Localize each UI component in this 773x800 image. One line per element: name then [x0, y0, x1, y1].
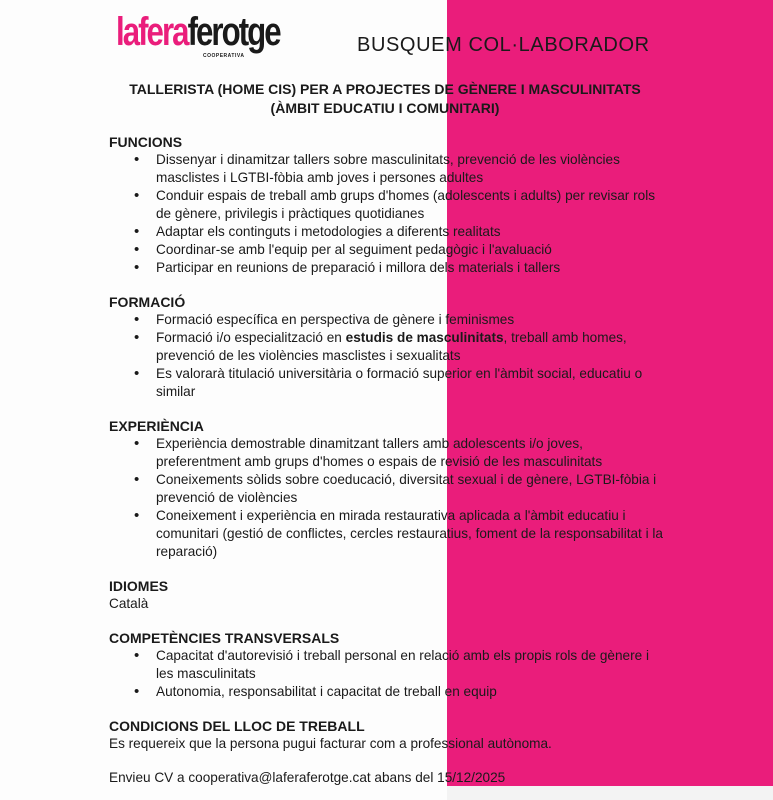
- list-item: • Capacitat d'autorevisió i treball personal en relació amb els propis rols de gènere i les masculinitats: [156, 647, 669, 683]
- brand-logo: [116, 10, 280, 58]
- logo-part-1: lafera: [116, 10, 188, 54]
- competencies-list: [109, 647, 669, 701]
- list-item-text: , treball amb homes, prevenció de les violències masclistes i sexualitats: [156, 330, 627, 363]
- section-idiomes: [109, 577, 669, 613]
- list-item: • Adaptar els continguts i metodologies a diferents realitats: [156, 223, 669, 241]
- list-item: [156, 329, 669, 365]
- list-item-text: Formació i/o especialització en: [156, 330, 346, 345]
- section-heading: CONDICIONS DEL LLOC DE TREBALL: [109, 718, 365, 734]
- section-formacio: [109, 293, 669, 401]
- section-heading: FUNCIONS: [109, 134, 183, 150]
- list-item: • Autonomia, responsabilitat i capacitat de treball en equip: [156, 683, 669, 701]
- experiencia-list: [109, 435, 669, 561]
- section-condicions: [109, 717, 669, 753]
- language-value: Català: [109, 596, 149, 611]
- list-item: • Participar en reunions de preparació i millora dels materials i tallers: [156, 259, 669, 277]
- section-experiencia: [109, 417, 669, 561]
- list-item: • Coneixement i experiència en mirada restaurativa aplicada a l'àmbit educatiu i comunitari (gestió de conflictes, cercles restauratius, foment de la responsabilitat i la reparació): [156, 507, 669, 561]
- headline: BUSQUEM COL·LABORADOR: [357, 34, 650, 56]
- list-item: • Conduir espais de treball amb grups d'homes (adolescents i adults) per revisar rols de gènere, privilegis i pràctiques quotidianes: [156, 187, 669, 223]
- section-heading: COMPETÈNCIES TRANSVERSALS: [109, 630, 340, 646]
- section-competencies: [109, 629, 669, 701]
- section-heading: FORMACIÓ: [109, 294, 186, 310]
- page-edge: [447, 786, 773, 800]
- list-item: • Dissenyar i dinamitzar tallers sobre masculinitats, prevenció de les violències masclistes i LGTBI-fòbia amb joves i persones adultes: [156, 151, 669, 187]
- job-title: [100, 80, 670, 118]
- contact-line: Envieu CV a cooperativa@laferaferotge.cat abans del 15/12/2025: [109, 770, 506, 785]
- funcions-list: [109, 151, 669, 277]
- list-item: • Coneixements sòlids sobre coeducació, diversitat sexual i de gènere, LGTBI-fòbia i prevenció de violències: [156, 471, 669, 507]
- list-item: • Formació específica en perspectiva de gènere i feminismes: [156, 311, 669, 329]
- offer-content: [109, 133, 669, 787]
- section-heading: IDIOMES: [109, 578, 169, 594]
- list-item: • Coordinar-se amb l'equip per al seguiment pedagògic i l'avaluació: [156, 241, 669, 259]
- job-title-line-1: TALLERISTA (HOME CIS) PER A PROJECTES DE GÈNERE I MASCULINITATS: [129, 81, 641, 97]
- formacio-list: [109, 311, 669, 401]
- logo-subtitle: COOPERATIVA: [203, 53, 245, 59]
- job-title-line-2: (ÀMBIT EDUCATIU I COMUNITARI): [270, 100, 500, 116]
- logo-part-2: ferotge: [187, 10, 280, 54]
- conditions-text: Es requereix que la persona pugui facturar com a professional autònoma.: [109, 736, 552, 751]
- section-funcions: [109, 133, 669, 277]
- section-heading: EXPERIÈNCIA: [109, 418, 204, 434]
- list-item-emphasis: estudis de masculinitats: [345, 330, 504, 345]
- list-item: • Experiència demostrable dinamitzant tallers amb adolescents i/o joves, preferentment amb grups d'homes o espais de revisió de les masculinitats: [156, 435, 669, 471]
- list-item: • Es valorarà titulació universitària o formació superior en l'àmbit social, educatiu o similar: [156, 365, 669, 401]
